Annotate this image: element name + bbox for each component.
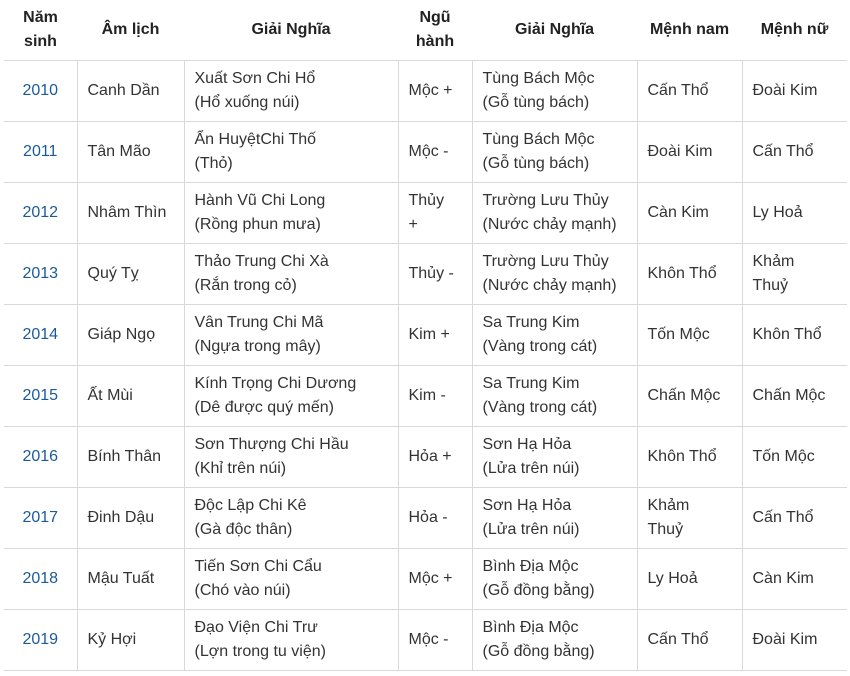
am-lich-cell: Đinh Dậu (77, 488, 184, 549)
ngu-hanh-cell (398, 122, 472, 183)
menh-nu-cell (742, 549, 847, 610)
menh-nam-cell-line: Thuỷ (647, 521, 684, 538)
giai-nghia-1-cell-line: (Gà độc thân) (194, 521, 293, 538)
giai-nghia-2-cell (472, 244, 637, 305)
menh-nam-cell (637, 305, 742, 366)
giai-nghia-1-cell-line: (Khỉ trên núi) (194, 460, 287, 477)
menh-nam-cell-line: Khôn Thổ (647, 265, 717, 282)
am-lich-cell: Canh Dần (77, 61, 184, 122)
menh-nam-cell (637, 61, 742, 122)
menh-nam-cell (637, 427, 742, 488)
giai-nghia-1-cell (184, 122, 398, 183)
ngu-hanh-cell-line: Hỏa + (408, 448, 452, 465)
menh-nu-cell (742, 122, 847, 183)
am-lich-cell: Tân Mão (77, 122, 184, 183)
menh-nu-cell-line: Càn Kim (752, 570, 814, 587)
giai-nghia-2-cell-line: Sa Trung Kim (482, 375, 580, 392)
menh-nam-cell (637, 549, 742, 610)
menh-nu-cell-line: Tốn Mộc (752, 448, 815, 465)
giai-nghia-2-cell (472, 488, 637, 549)
header-nam-sinh (4, 0, 77, 61)
table-row (4, 366, 847, 427)
ngu-hanh-cell-line: Hỏa - (408, 509, 448, 526)
am-lich-cell: Quý Tỵ (77, 244, 184, 305)
giai-nghia-2-cell-line: (Vàng trong cát) (482, 338, 598, 355)
giai-nghia-1-cell-line: Thảo Trung Chi Xà (194, 253, 329, 270)
ngu-hanh-cell (398, 549, 472, 610)
menh-nam-cell-line: Khảm (647, 497, 690, 514)
menh-nu-cell (742, 488, 847, 549)
giai-nghia-1-cell-line: Kính Trọng Chi Dương (194, 375, 357, 392)
year-link[interactable]: 2017 (22, 509, 59, 526)
menh-nam-cell (637, 366, 742, 427)
giai-nghia-2-cell-line: Bình Địa Mộc (482, 558, 579, 575)
giai-nghia-2-cell-line: Sơn Hạ Hỏa (482, 436, 572, 453)
ngu-hanh-cell (398, 183, 472, 244)
giai-nghia-2-cell-line: Tùng Bách Mộc (482, 70, 595, 87)
giai-nghia-1-cell-line: Sơn Thượng Chi Hầu (194, 436, 349, 453)
year-cell (4, 427, 77, 488)
giai-nghia-1-cell-line: (Ngựa trong mây) (194, 338, 321, 355)
year-cell (4, 549, 77, 610)
ngu-hanh-cell (398, 488, 472, 549)
giai-nghia-1-cell-line: Ẩn HuyệtChi Thố (194, 131, 317, 148)
menh-nu-cell (742, 305, 847, 366)
header-giai-nghia-1: Giải Nghĩa (184, 0, 398, 61)
giai-nghia-1-cell-line: (Rắn trong cỏ) (194, 277, 297, 294)
year-cell (4, 610, 77, 671)
giai-nghia-1-cell (184, 549, 398, 610)
menh-nam-cell-line: Tốn Mộc (647, 326, 710, 343)
year-link[interactable]: 2019 (22, 631, 59, 648)
ngu-hanh-cell-line: Kim - (408, 387, 446, 404)
giai-nghia-2-cell-line: Trường Lưu Thủy (482, 192, 609, 209)
menh-nam-cell (637, 183, 742, 244)
table-row (4, 488, 847, 549)
menh-nu-cell (742, 366, 847, 427)
giai-nghia-1-cell (184, 366, 398, 427)
year-cell (4, 305, 77, 366)
menh-nu-cell (742, 427, 847, 488)
giai-nghia-1-cell-line: (Rồng phun mưa) (194, 216, 321, 233)
menh-nu-cell-line: Đoài Kim (752, 82, 818, 99)
giai-nghia-2-cell-line: (Gỗ đồng bằng) (482, 643, 595, 660)
year-link[interactable]: 2018 (22, 570, 59, 587)
ngu-hanh-cell (398, 427, 472, 488)
ngu-hanh-cell-line: Mộc - (408, 143, 449, 160)
menh-nam-cell (637, 488, 742, 549)
ngu-hanh-cell (398, 305, 472, 366)
giai-nghia-1-cell (184, 183, 398, 244)
header-row (4, 0, 847, 61)
year-link[interactable]: 2015 (22, 387, 59, 404)
year-link[interactable]: 2014 (22, 326, 59, 343)
giai-nghia-2-cell-line: Tùng Bách Mộc (482, 131, 595, 148)
menh-nu-cell-line: Cấn Thổ (752, 509, 814, 526)
giai-nghia-1-cell (184, 244, 398, 305)
giai-nghia-2-cell-line: (Lửa trên núi) (482, 460, 580, 477)
header-nam-sinh-line1: Năm (23, 9, 58, 26)
giai-nghia-1-cell (184, 488, 398, 549)
header-menh-nu: Mệnh nữ (742, 0, 847, 61)
giai-nghia-2-cell-line: (Nước chảy mạnh) (482, 216, 617, 233)
table-row (4, 122, 847, 183)
giai-nghia-2-cell (472, 61, 637, 122)
menh-nu-cell-line: Đoài Kim (752, 631, 818, 648)
giai-nghia-2-cell (472, 427, 637, 488)
ngu-hanh-cell-line: + (408, 216, 418, 233)
header-ngu-hanh-line2: hành (415, 33, 455, 50)
menh-nam-cell-line: Chấn Mộc (647, 387, 721, 404)
ngu-hanh-cell (398, 61, 472, 122)
table-row (4, 183, 847, 244)
giai-nghia-1-cell-line: Đạo Viện Chi Trư (194, 619, 318, 636)
giai-nghia-1-cell-line: (Lợn trong tu viện) (194, 643, 326, 660)
menh-nu-cell (742, 610, 847, 671)
giai-nghia-2-cell-line: (Gỗ tùng bách) (482, 155, 590, 172)
giai-nghia-1-cell-line: Vân Trung Chi Mã (194, 314, 324, 331)
giai-nghia-1-cell-line: (Hổ xuống núi) (194, 94, 300, 111)
giai-nghia-2-cell-line: Bình Địa Mộc (482, 619, 579, 636)
menh-nu-cell-line: Khôn Thổ (752, 326, 822, 343)
giai-nghia-2-cell-line: (Gỗ tùng bách) (482, 94, 590, 111)
table-row (4, 549, 847, 610)
giai-nghia-2-cell-line: (Vàng trong cát) (482, 399, 598, 416)
giai-nghia-1-cell (184, 610, 398, 671)
giai-nghia-1-cell-line: (Chó vào núi) (194, 582, 291, 599)
menh-nu-cell (742, 61, 847, 122)
ngu-hanh-cell-line: Thủy (408, 192, 445, 209)
ngu-hanh-cell-line: Mộc + (408, 570, 453, 587)
menh-nam-cell-line: Càn Kim (647, 204, 709, 221)
menh-nam-cell-line: Ly Hoả (647, 570, 698, 587)
header-ngu-hanh-line1: Ngũ (419, 9, 451, 26)
table-row (4, 305, 847, 366)
giai-nghia-2-cell (472, 610, 637, 671)
header-ngu-hanh (398, 0, 472, 61)
header-am-lich: Âm lịch (77, 0, 184, 61)
menh-nam-cell (637, 122, 742, 183)
giai-nghia-2-cell-line: Sa Trung Kim (482, 314, 580, 331)
giai-nghia-1-cell-line: Hành Vũ Chi Long (194, 192, 326, 209)
year-cell (4, 122, 77, 183)
year-cell (4, 488, 77, 549)
menh-nam-cell (637, 244, 742, 305)
giai-nghia-2-cell (472, 366, 637, 427)
year-link[interactable]: 2016 (22, 448, 59, 465)
giai-nghia-1-cell-line: Xuất Sơn Chi Hổ (194, 70, 316, 87)
giai-nghia-2-cell-line: (Nước chảy mạnh) (482, 277, 617, 294)
giai-nghia-1-cell-line: (Dê được quý mến) (194, 399, 334, 416)
ngu-hanh-cell-line: Thủy - (408, 265, 454, 282)
menh-nu-cell-line: Khảm (752, 253, 795, 270)
giai-nghia-1-cell-line: Độc Lập Chi Kê (194, 497, 307, 514)
year-link[interactable]: 2013 (22, 265, 59, 282)
ngu-hanh-cell (398, 244, 472, 305)
am-lich-cell: Mậu Tuất (77, 549, 184, 610)
am-lich-cell: Kỷ Hợi (77, 610, 184, 671)
year-cell (4, 244, 77, 305)
am-lich-cell: Bính Thân (77, 427, 184, 488)
table-row (4, 610, 847, 671)
giai-nghia-2-cell-line: (Gỗ đồng bằng) (482, 582, 595, 599)
giai-nghia-1-cell-line: Tiến Sơn Chi Cẩu (194, 558, 322, 575)
ngu-hanh-cell-line: Mộc + (408, 82, 453, 99)
giai-nghia-2-cell (472, 549, 637, 610)
giai-nghia-1-cell (184, 61, 398, 122)
menh-nam-cell-line: Cấn Thổ (647, 631, 709, 648)
giai-nghia-2-cell (472, 305, 637, 366)
am-lich-cell: Ất Mùi (77, 366, 184, 427)
table-body (4, 61, 847, 671)
menh-nu-cell-line: Chấn Mộc (752, 387, 826, 404)
menh-nu-cell-line: Thuỷ (752, 277, 789, 294)
year-cell (4, 183, 77, 244)
menh-nu-cell (742, 183, 847, 244)
year-link[interactable]: 2012 (22, 204, 59, 221)
menh-nam-cell-line: Đoài Kim (647, 143, 713, 160)
menh-nu-cell-line: Cấn Thổ (752, 143, 814, 160)
menh-nam-cell-line: Khôn Thổ (647, 448, 717, 465)
am-lich-cell: Giáp Ngọ (77, 305, 184, 366)
table-row (4, 427, 847, 488)
menh-nu-cell (742, 244, 847, 305)
giai-nghia-2-cell-line: (Lửa trên núi) (482, 521, 580, 538)
giai-nghia-2-cell-line: Sơn Hạ Hỏa (482, 497, 572, 514)
header-menh-nam: Mệnh nam (637, 0, 742, 61)
giai-nghia-2-cell-line: Trường Lưu Thủy (482, 253, 609, 270)
giai-nghia-1-cell (184, 427, 398, 488)
giai-nghia-1-cell (184, 305, 398, 366)
header-giai-nghia-2: Giải Nghĩa (472, 0, 637, 61)
year-cell (4, 61, 77, 122)
giai-nghia-2-cell (472, 122, 637, 183)
ngu-hanh-cell-line: Mộc - (408, 631, 449, 648)
year-link[interactable]: 2011 (23, 143, 58, 160)
menh-nu-cell-line: Ly Hoả (752, 204, 803, 221)
menh-nam-cell (637, 610, 742, 671)
giai-nghia-1-cell-line: (Thỏ) (194, 155, 233, 172)
menh-nam-cell-line: Cấn Thổ (647, 82, 709, 99)
year-cell (4, 366, 77, 427)
table-row (4, 61, 847, 122)
zodiac-table (4, 0, 847, 671)
ngu-hanh-cell-line: Kim + (408, 326, 450, 343)
header-nam-sinh-line2: sinh (24, 33, 57, 50)
am-lich-cell: Nhâm Thìn (77, 183, 184, 244)
giai-nghia-2-cell (472, 183, 637, 244)
ngu-hanh-cell (398, 366, 472, 427)
year-link[interactable]: 2010 (22, 82, 59, 99)
table-row (4, 244, 847, 305)
ngu-hanh-cell (398, 610, 472, 671)
